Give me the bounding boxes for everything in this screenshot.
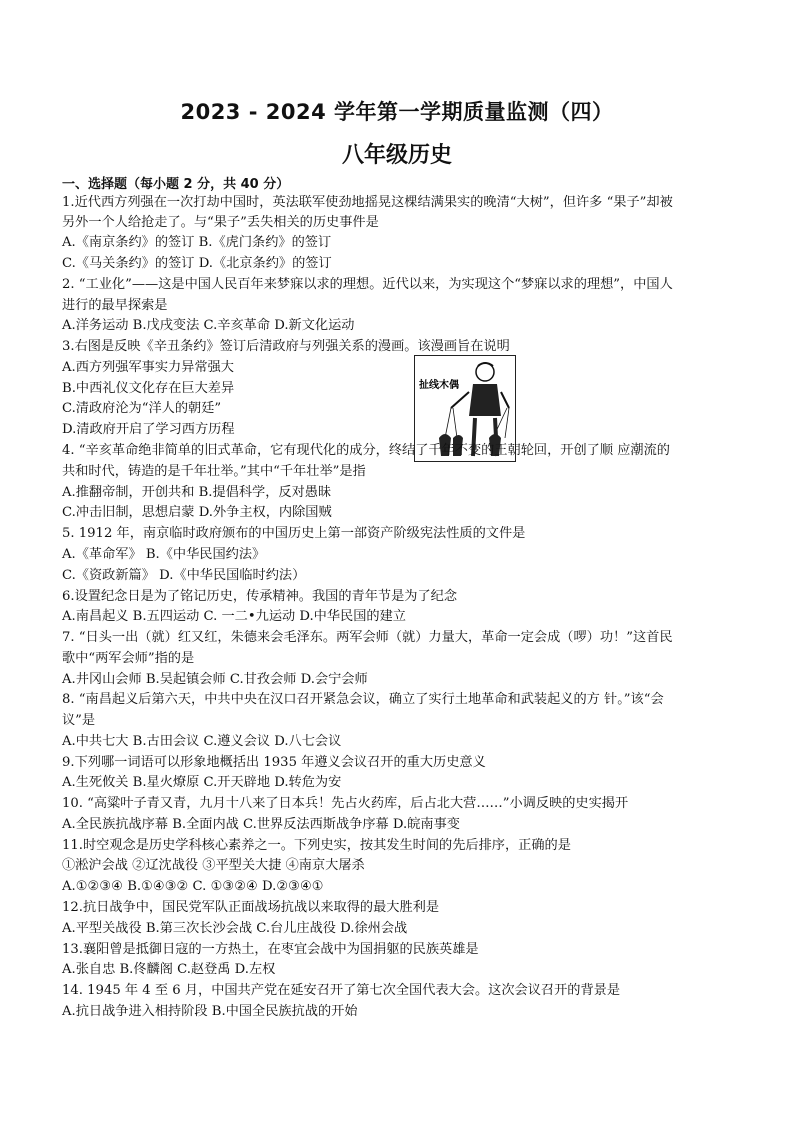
question-line: 10. “高粱叶子青又青，九月十八来了日本兵！先占火药库，后占北大营……”小调反映的史实揭开 [62, 796, 629, 811]
question-line: 进行的最早探索是 [62, 298, 168, 313]
option-line: ①淞沪会战 ②辽沈战役 ③平型关大捷 ④南京大屠杀 [62, 858, 365, 873]
option-line: A.抗日战争进入相持阶段 B.中国全民族抗战的开始 [62, 1004, 358, 1019]
question-line: 议”是 [62, 713, 96, 728]
question-line: 6.设置纪念日是为了铭记历史，传承精神。我国的青年节是为了纪念 [62, 589, 458, 604]
question-line: 13.襄阳曾是抵御日寇的一方热土，在枣宜会战中为国捐躯的民族英雄是 [62, 942, 479, 957]
option-line: C.《马关条约》的签订 D.《北京条约》的签订 [62, 256, 332, 271]
option-line: A.推翻帝制，开创共和 B.提倡科学，反对愚昧 [62, 485, 332, 500]
exam-title: 2023 - 2024 学年第一学期质量监测（四） [180, 100, 614, 124]
option-line: A.生死攸关 B.星火燎原 C.开天辟地 D.转危为安 [62, 775, 342, 790]
question-line: 4. “辛亥革命绝非简单的旧式革命，它有现代化的成分，终结了千年不变的王朝轮回，开创了顺 应潮流的 [62, 443, 670, 458]
option-line: A.南昌起义 B.五四运动 C. 一二•九运动 D.中华民国的建立 [62, 609, 406, 624]
option-line: A.平型关战役 B.第三次长沙会战 C.台儿庄战役 D.徐州会战 [62, 921, 408, 936]
option-line: A.《革命军》 B.《中华民国约法》 [62, 547, 266, 562]
question-line: 歌中“两军会师”指的是 [62, 651, 195, 666]
question-line: 5. 1912 年，南京临时政府颁布的中国历史上第一部资产阶级宪法性质的文件是 [62, 526, 526, 541]
question-line: 9.下列哪一词语可以形象地概括出 1935 年遵义会议召开的重大历史意义 [62, 755, 486, 770]
option-line: A.全民族抗战序幕 B.全面内战 C.世界反法西斯战争序幕 D.皖南事变 [62, 817, 460, 832]
question-line: 3.右图是反映《辛丑条约》签订后清政府与列强关系的漫画。该漫画旨在说明 [62, 339, 510, 354]
question-line: 另外一个人给抢走了。与“果子”丢失相关的历史事件是 [62, 215, 379, 230]
section-heading: 一、选择题（每小题 2 分，共 40 分） [62, 177, 290, 192]
option-line: B.中西礼仪文化存在巨大差异 [62, 381, 235, 396]
option-line: A.洋务运动 B.戊戌变法 C.辛亥革命 D.新文化运动 [62, 318, 355, 333]
question-line: 共和时代，铸造的是千年壮举。”其中“千年壮举”是指 [62, 464, 366, 479]
question-line: 12.抗日战争中，国民党军队正面战场抗战以来取得的最大胜利是 [62, 900, 440, 915]
option-line: A.《南京条约》的签订 B.《虎门条约》的签订 [62, 235, 332, 250]
option-line: A.西方列强军事实力异常强大 [62, 360, 234, 375]
question-line: 8. “南昌起义后第六天，中共中央在汉口召开紧急会议，确立了实行土地革命和武装起义的方 针。”该“会 [62, 692, 664, 707]
option-line: C.《资政新篇》 D.《中华民国临时约法） [62, 568, 306, 583]
exam-subject: 八年级历史 [341, 143, 452, 168]
question-line: 1.近代西方列强在一次打劫中国时，英法联军使劲地摇晃这棵结满果实的晚清“大树”，但许多 “果子”却被 [62, 195, 673, 210]
option-line: A.井冈山会师 B.吴起镇会师 C.甘孜会师 D.会宁会师 [62, 672, 368, 687]
option-line: A.①②③④ B.①④③② C. ①③②④ D.②③④① [62, 879, 324, 894]
option-line: C.冲击旧制，思想启蒙 D.外争主权，内除国贼 [62, 505, 332, 520]
option-line: A.张自忠 B.佟麟阁 C.赵登禹 D.左权 [62, 962, 276, 977]
option-line: A.中共七大 B.古田会议 C.遵义会议 D.八七会议 [62, 734, 342, 749]
option-line: C.清政府沦为“洋人的朝廷” [62, 401, 222, 416]
question-line: 14. 1945 年 4 至 6 月，中国共产党在延安召开了第七次全国代表大会。这次会议召开的背景是 [62, 983, 621, 998]
question-line: 7. “日头一出（就）红又红，朱德来会毛泽东。两军会师（就）力量大，革命一定会成（啰）功！”这首民 [62, 630, 673, 645]
cartoon-caption: 扯线木偶 [419, 380, 459, 391]
question-line: 2. “工业化”——这是中国人民百年来梦寐以求的理想。近代以来，为实现这个“梦寐以求的理想”，中国人 [62, 277, 673, 292]
question-line: 11.时空观念是历史学科核心素养之一。下列史实，按其发生时间的先后排序，正确的是 [62, 838, 571, 853]
option-line: D.清政府开启了学习西方历程 [62, 422, 235, 437]
